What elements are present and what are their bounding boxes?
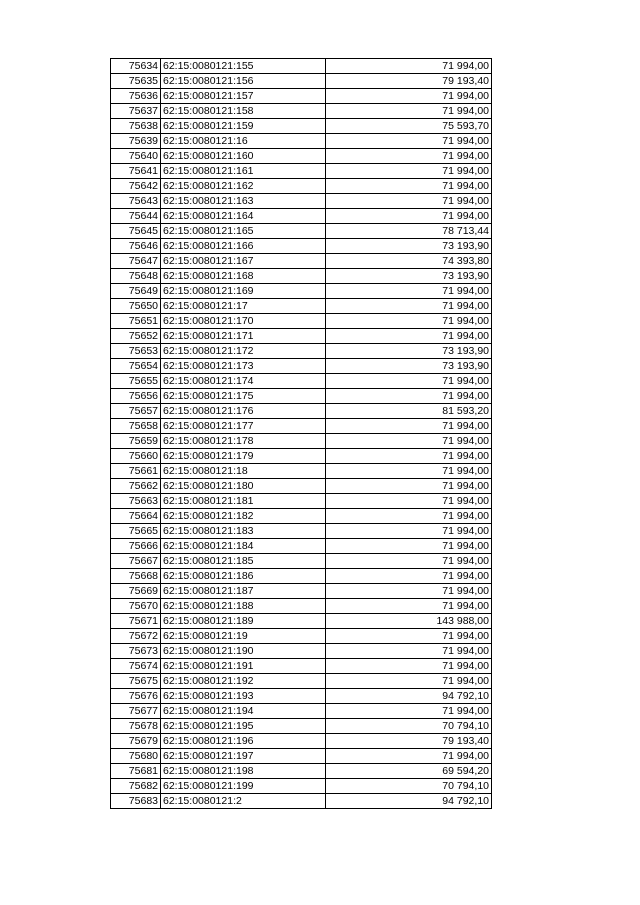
value-cell: 71 994,00 bbox=[326, 179, 492, 194]
row-number-cell: 75676 bbox=[111, 689, 161, 704]
value-cell: 71 994,00 bbox=[326, 494, 492, 509]
table-row bbox=[111, 719, 492, 734]
row-number-cell: 75650 bbox=[111, 299, 161, 314]
value-cell: 71 994,00 bbox=[326, 539, 492, 554]
row-number-cell: 75643 bbox=[111, 194, 161, 209]
cadastral-number-cell: 62:15:0080121:170 bbox=[161, 314, 326, 329]
cadastral-number-cell: 62:15:0080121:157 bbox=[161, 89, 326, 104]
value-cell: 71 994,00 bbox=[326, 374, 492, 389]
table-row bbox=[111, 89, 492, 104]
row-number-cell: 75670 bbox=[111, 599, 161, 614]
table-row bbox=[111, 554, 492, 569]
cadastral-number-cell: 62:15:0080121:188 bbox=[161, 599, 326, 614]
table-row bbox=[111, 569, 492, 584]
value-cell: 71 994,00 bbox=[326, 389, 492, 404]
table-row bbox=[111, 524, 492, 539]
value-cell: 71 994,00 bbox=[326, 59, 492, 74]
table-row bbox=[111, 464, 492, 479]
row-number-cell: 75680 bbox=[111, 749, 161, 764]
table-row bbox=[111, 119, 492, 134]
cadastral-number-cell: 62:15:0080121:173 bbox=[161, 359, 326, 374]
row-number-cell: 75681 bbox=[111, 764, 161, 779]
value-cell: 71 994,00 bbox=[326, 704, 492, 719]
row-number-cell: 75679 bbox=[111, 734, 161, 749]
value-cell: 74 393,80 bbox=[326, 254, 492, 269]
value-cell: 69 594,20 bbox=[326, 764, 492, 779]
cadastral-number-cell: 62:15:0080121:160 bbox=[161, 149, 326, 164]
row-number-cell: 75683 bbox=[111, 794, 161, 809]
value-cell: 71 994,00 bbox=[326, 149, 492, 164]
value-cell: 81 593,20 bbox=[326, 404, 492, 419]
table-row bbox=[111, 509, 492, 524]
cadastral-number-cell: 62:15:0080121:178 bbox=[161, 434, 326, 449]
row-number-cell: 75658 bbox=[111, 419, 161, 434]
row-number-cell: 75647 bbox=[111, 254, 161, 269]
row-number-cell: 75644 bbox=[111, 209, 161, 224]
row-number-cell: 75635 bbox=[111, 74, 161, 89]
cadastral-number-cell: 62:15:0080121:199 bbox=[161, 779, 326, 794]
cadastral-number-cell: 62:15:0080121:189 bbox=[161, 614, 326, 629]
row-number-cell: 75653 bbox=[111, 344, 161, 359]
row-number-cell: 75675 bbox=[111, 674, 161, 689]
table-row bbox=[111, 299, 492, 314]
table-row bbox=[111, 419, 492, 434]
row-number-cell: 75674 bbox=[111, 659, 161, 674]
value-cell: 73 193,90 bbox=[326, 359, 492, 374]
row-number-cell: 75664 bbox=[111, 509, 161, 524]
table-row bbox=[111, 434, 492, 449]
cadastral-number-cell: 62:15:0080121:198 bbox=[161, 764, 326, 779]
cadastral-number-cell: 62:15:0080121:177 bbox=[161, 419, 326, 434]
row-number-cell: 75659 bbox=[111, 434, 161, 449]
cadastral-number-cell: 62:15:0080121:186 bbox=[161, 569, 326, 584]
table-row bbox=[111, 704, 492, 719]
value-cell: 71 994,00 bbox=[326, 434, 492, 449]
cadastral-number-cell: 62:15:0080121:167 bbox=[161, 254, 326, 269]
row-number-cell: 75641 bbox=[111, 164, 161, 179]
value-cell: 71 994,00 bbox=[326, 314, 492, 329]
value-cell: 71 994,00 bbox=[326, 464, 492, 479]
cadastral-number-cell: 62:15:0080121:187 bbox=[161, 584, 326, 599]
row-number-cell: 75657 bbox=[111, 404, 161, 419]
value-cell: 79 193,40 bbox=[326, 74, 492, 89]
cadastral-number-cell: 62:15:0080121:171 bbox=[161, 329, 326, 344]
table-row bbox=[111, 404, 492, 419]
table-row bbox=[111, 104, 492, 119]
table-row bbox=[111, 749, 492, 764]
value-cell: 71 994,00 bbox=[326, 644, 492, 659]
value-cell: 71 994,00 bbox=[326, 674, 492, 689]
value-cell: 73 193,90 bbox=[326, 344, 492, 359]
row-number-cell: 75645 bbox=[111, 224, 161, 239]
table-row bbox=[111, 779, 492, 794]
cadastral-number-cell: 62:15:0080121:193 bbox=[161, 689, 326, 704]
row-number-cell: 75665 bbox=[111, 524, 161, 539]
cadastral-number-cell: 62:15:0080121:197 bbox=[161, 749, 326, 764]
cadastral-number-cell: 62:15:0080121:181 bbox=[161, 494, 326, 509]
table-row bbox=[111, 239, 492, 254]
row-number-cell: 75652 bbox=[111, 329, 161, 344]
table-row bbox=[111, 374, 492, 389]
value-cell: 71 994,00 bbox=[326, 104, 492, 119]
value-cell: 78 713,44 bbox=[326, 224, 492, 239]
table-body bbox=[111, 59, 492, 809]
cadastral-number-cell: 62:15:0080121:159 bbox=[161, 119, 326, 134]
row-number-cell: 75638 bbox=[111, 119, 161, 134]
row-number-cell: 75651 bbox=[111, 314, 161, 329]
cadastral-number-cell: 62:15:0080121:185 bbox=[161, 554, 326, 569]
value-cell: 71 994,00 bbox=[326, 749, 492, 764]
row-number-cell: 75639 bbox=[111, 134, 161, 149]
value-cell: 71 994,00 bbox=[326, 659, 492, 674]
cadastral-number-cell: 62:15:0080121:176 bbox=[161, 404, 326, 419]
value-cell: 71 994,00 bbox=[326, 299, 492, 314]
cadastral-number-cell: 62:15:0080121:191 bbox=[161, 659, 326, 674]
value-cell: 94 792,10 bbox=[326, 689, 492, 704]
table-row bbox=[111, 794, 492, 809]
row-number-cell: 75642 bbox=[111, 179, 161, 194]
cadastral-number-cell: 62:15:0080121:163 bbox=[161, 194, 326, 209]
row-number-cell: 75682 bbox=[111, 779, 161, 794]
table-row bbox=[111, 134, 492, 149]
cadastral-number-cell: 62:15:0080121:2 bbox=[161, 794, 326, 809]
value-cell: 73 193,90 bbox=[326, 269, 492, 284]
table-row bbox=[111, 389, 492, 404]
table-row bbox=[111, 254, 492, 269]
value-cell: 71 994,00 bbox=[326, 164, 492, 179]
value-cell: 71 994,00 bbox=[326, 599, 492, 614]
cadastral-number-cell: 62:15:0080121:184 bbox=[161, 539, 326, 554]
table-row bbox=[111, 599, 492, 614]
row-number-cell: 75646 bbox=[111, 239, 161, 254]
table-row bbox=[111, 539, 492, 554]
cadastral-number-cell: 62:15:0080121:175 bbox=[161, 389, 326, 404]
value-cell: 71 994,00 bbox=[326, 554, 492, 569]
row-number-cell: 75678 bbox=[111, 719, 161, 734]
table-row bbox=[111, 194, 492, 209]
row-number-cell: 75637 bbox=[111, 104, 161, 119]
value-cell: 71 994,00 bbox=[326, 584, 492, 599]
value-cell: 70 794,10 bbox=[326, 719, 492, 734]
cadastral-number-cell: 62:15:0080121:169 bbox=[161, 284, 326, 299]
table-row bbox=[111, 59, 492, 74]
value-cell: 71 994,00 bbox=[326, 419, 492, 434]
row-number-cell: 75672 bbox=[111, 629, 161, 644]
table-row bbox=[111, 449, 492, 464]
cadastral-number-cell: 62:15:0080121:180 bbox=[161, 479, 326, 494]
cadastral-number-cell: 62:15:0080121:155 bbox=[161, 59, 326, 74]
cadastral-number-cell: 62:15:0080121:164 bbox=[161, 209, 326, 224]
table-row bbox=[111, 359, 492, 374]
value-cell: 71 994,00 bbox=[326, 329, 492, 344]
row-number-cell: 75668 bbox=[111, 569, 161, 584]
cadastral-number-cell: 62:15:0080121:158 bbox=[161, 104, 326, 119]
cadastral-number-cell: 62:15:0080121:162 bbox=[161, 179, 326, 194]
table-row bbox=[111, 284, 492, 299]
row-number-cell: 75667 bbox=[111, 554, 161, 569]
cadastral-number-cell: 62:15:0080121:182 bbox=[161, 509, 326, 524]
table-row bbox=[111, 269, 492, 284]
row-number-cell: 75669 bbox=[111, 584, 161, 599]
value-cell: 71 994,00 bbox=[326, 479, 492, 494]
table-row bbox=[111, 479, 492, 494]
cadastral-number-cell: 62:15:0080121:19 bbox=[161, 629, 326, 644]
table-row bbox=[111, 659, 492, 674]
table-row bbox=[111, 689, 492, 704]
value-cell: 70 794,10 bbox=[326, 779, 492, 794]
table-row bbox=[111, 329, 492, 344]
value-cell: 75 593,70 bbox=[326, 119, 492, 134]
cadastral-number-cell: 62:15:0080121:18 bbox=[161, 464, 326, 479]
value-cell: 143 988,00 bbox=[326, 614, 492, 629]
table-row bbox=[111, 764, 492, 779]
row-number-cell: 75636 bbox=[111, 89, 161, 104]
value-cell: 71 994,00 bbox=[326, 449, 492, 464]
row-number-cell: 75654 bbox=[111, 359, 161, 374]
value-cell: 71 994,00 bbox=[326, 284, 492, 299]
table-row bbox=[111, 74, 492, 89]
cadastral-number-cell: 62:15:0080121:195 bbox=[161, 719, 326, 734]
cadastral-value-table bbox=[110, 58, 492, 809]
table-row bbox=[111, 584, 492, 599]
row-number-cell: 75649 bbox=[111, 284, 161, 299]
cadastral-number-cell: 62:15:0080121:194 bbox=[161, 704, 326, 719]
table-row bbox=[111, 629, 492, 644]
cadastral-number-cell: 62:15:0080121:192 bbox=[161, 674, 326, 689]
cadastral-number-cell: 62:15:0080121:16 bbox=[161, 134, 326, 149]
value-cell: 71 994,00 bbox=[326, 509, 492, 524]
table-row bbox=[111, 644, 492, 659]
value-cell: 71 994,00 bbox=[326, 209, 492, 224]
cadastral-number-cell: 62:15:0080121:179 bbox=[161, 449, 326, 464]
row-number-cell: 75661 bbox=[111, 464, 161, 479]
table-row bbox=[111, 179, 492, 194]
value-cell: 71 994,00 bbox=[326, 569, 492, 584]
cadastral-number-cell: 62:15:0080121:165 bbox=[161, 224, 326, 239]
table-row bbox=[111, 224, 492, 239]
cadastral-number-cell: 62:15:0080121:17 bbox=[161, 299, 326, 314]
table-row bbox=[111, 734, 492, 749]
cadastral-number-cell: 62:15:0080121:196 bbox=[161, 734, 326, 749]
row-number-cell: 75677 bbox=[111, 704, 161, 719]
table-row bbox=[111, 149, 492, 164]
table-row bbox=[111, 674, 492, 689]
row-number-cell: 75634 bbox=[111, 59, 161, 74]
row-number-cell: 75655 bbox=[111, 374, 161, 389]
cadastral-number-cell: 62:15:0080121:161 bbox=[161, 164, 326, 179]
row-number-cell: 75648 bbox=[111, 269, 161, 284]
value-cell: 71 994,00 bbox=[326, 194, 492, 209]
table-row bbox=[111, 344, 492, 359]
value-cell: 71 994,00 bbox=[326, 89, 492, 104]
row-number-cell: 75673 bbox=[111, 644, 161, 659]
table-row bbox=[111, 314, 492, 329]
cadastral-number-cell: 62:15:0080121:172 bbox=[161, 344, 326, 359]
cadastral-number-cell: 62:15:0080121:190 bbox=[161, 644, 326, 659]
value-cell: 71 994,00 bbox=[326, 134, 492, 149]
table-row bbox=[111, 494, 492, 509]
value-cell: 73 193,90 bbox=[326, 239, 492, 254]
cadastral-number-cell: 62:15:0080121:156 bbox=[161, 74, 326, 89]
cadastral-number-cell: 62:15:0080121:168 bbox=[161, 269, 326, 284]
table-row bbox=[111, 614, 492, 629]
table-row bbox=[111, 209, 492, 224]
value-cell: 94 792,10 bbox=[326, 794, 492, 809]
row-number-cell: 75662 bbox=[111, 479, 161, 494]
row-number-cell: 75671 bbox=[111, 614, 161, 629]
row-number-cell: 75663 bbox=[111, 494, 161, 509]
table-row bbox=[111, 164, 492, 179]
value-cell: 79 193,40 bbox=[326, 734, 492, 749]
cadastral-number-cell: 62:15:0080121:183 bbox=[161, 524, 326, 539]
row-number-cell: 75666 bbox=[111, 539, 161, 554]
value-cell: 71 994,00 bbox=[326, 524, 492, 539]
row-number-cell: 75640 bbox=[111, 149, 161, 164]
value-cell: 71 994,00 bbox=[326, 629, 492, 644]
cadastral-number-cell: 62:15:0080121:174 bbox=[161, 374, 326, 389]
row-number-cell: 75656 bbox=[111, 389, 161, 404]
row-number-cell: 75660 bbox=[111, 449, 161, 464]
cadastral-number-cell: 62:15:0080121:166 bbox=[161, 239, 326, 254]
